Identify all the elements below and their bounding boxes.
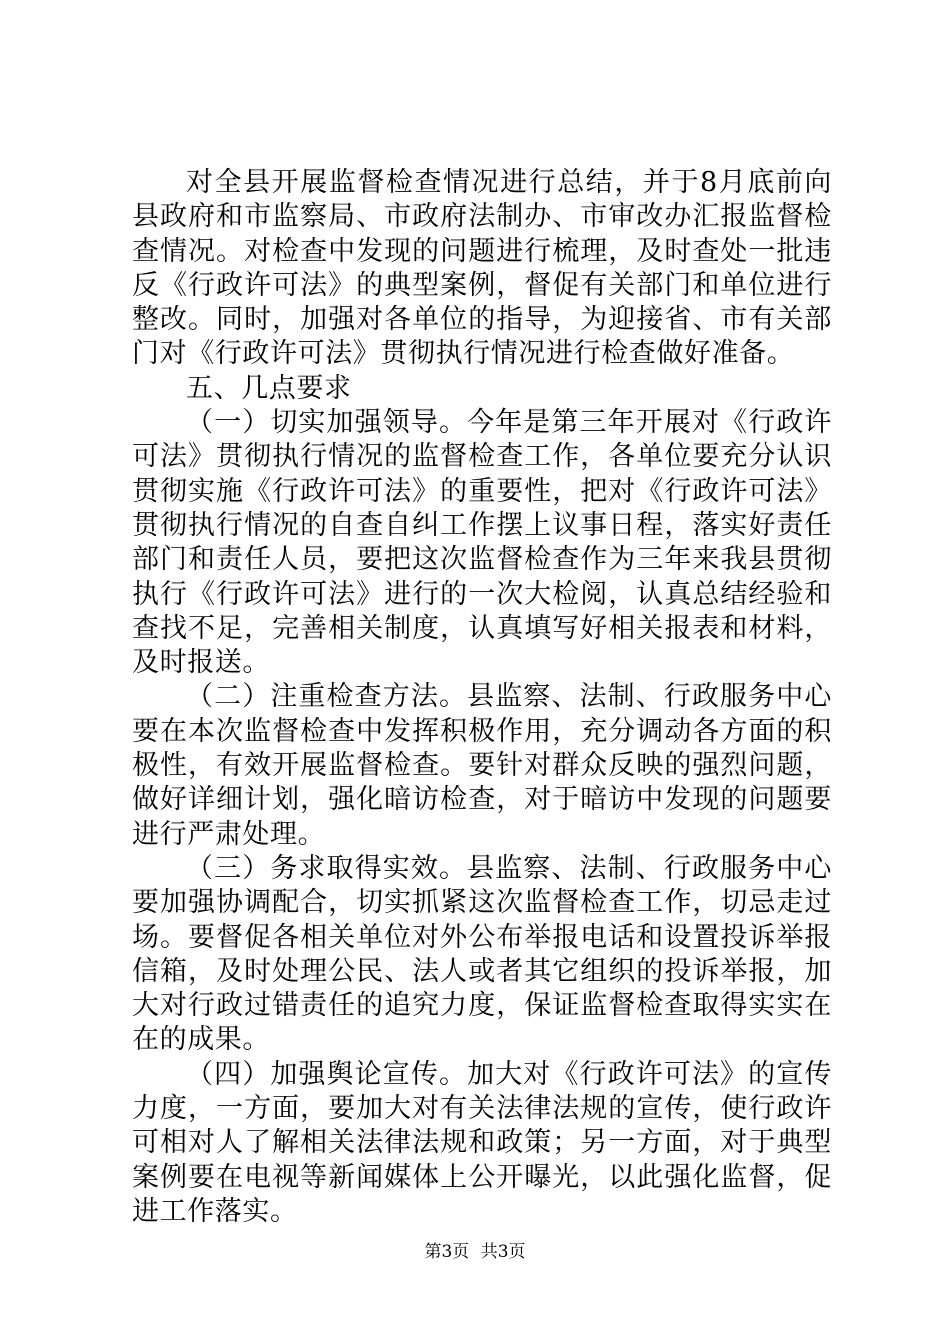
paragraph-requirement-3: （三）务求取得实效。县监察、法制、行政服务中心要加强协调配合，切实抓紧这次监督检查工作，切忌走过场。要督促各相关单位对外公布举报电话和设置投诉举报信箱，及时处理公民、法人或者其它组织的投诉举报，加大对行政过错责任的追究力度，保证监督检查取得实实在在的成果。 [132, 852, 832, 1056]
section-heading-requirements: 五、几点要求 [186, 372, 352, 404]
document-body [132, 166, 832, 1229]
page-number-footer: 第3页 共3页 [424, 1242, 526, 1262]
paragraph-requirement-1: （一）切实加强领导。今年是第三年开展对《行政许可法》贯彻执行情况的监督检查工作，各单位要充分认识贯彻实施《行政许可法》的重要性，把对《行政许可法》贯彻执行情况的自查自纠工作摆上议事日程，落实好责任部门和责任人员，要把这次监督检查作为三年来我县贯彻执行《行政许可法》进行的一次大检阅，认真总结经验和查找不足，完善相关制度，认真填写好相关报表和材料，及时报送。 [132, 407, 832, 679]
paragraph-requirement-4: （四）加强舆论宣传。加大对《行政许可法》的宣传力度，一方面，要加大对有关法律法规的宣传，使行政许可相对人了解相关法律法规和政策；另一方面，对于典型案例要在电视等新闻媒体上公开曝光，以此强化监督，促进工作落实。 [132, 1058, 832, 1227]
paragraph-requirement-2: （二）注重检查方法。县监察、法制、行政服务中心要在本次监督检查中发挥积极作用，充分调动各方面的积极性，有效开展监督检查。要针对群众反映的强烈问题，做好详细计划，强化暗访检查，对于暗访中发现的问题要进行严肃处理。 [132, 681, 832, 850]
paragraph-summary: 对全县开展监督检查情况进行总结，并于8月底前向县政府和市监察局、市政府法制办、市审改办汇报监督检查情况。对检查中发现的问题进行梳理，及时查处一批违反《行政许可法》的典型案例，督促有关部门和单位进行整改。同时，加强对各单位的指导，为迎接省、市有关部门对《行政许可法》贯彻执行情况进行检查做好准备。 [132, 167, 832, 370]
